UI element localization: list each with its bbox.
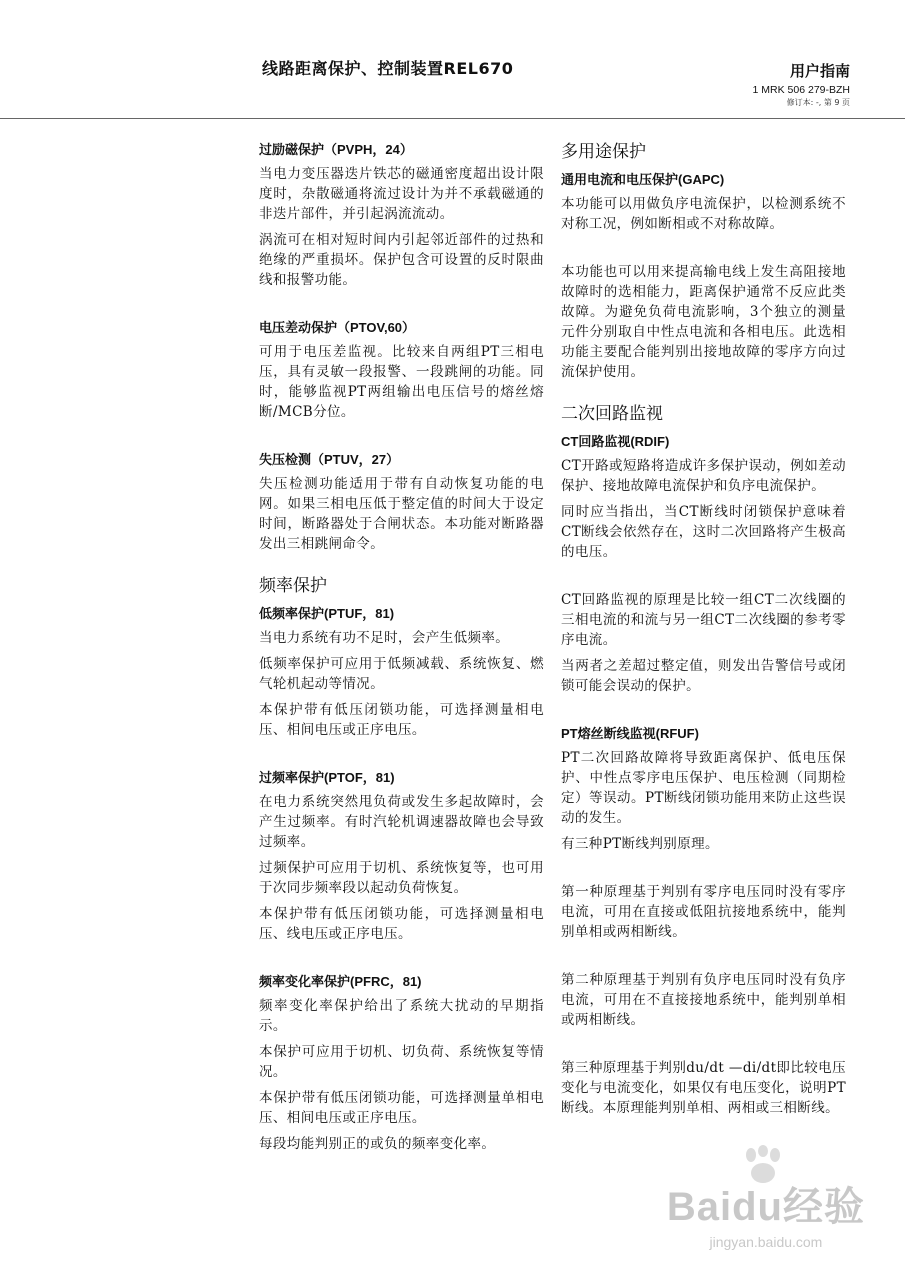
pfrc-paragraph-3: 本保护带有低压闭锁功能，可选择测量单相电压、相间电压或正序电压。 [259, 1090, 544, 1126]
pfrc-paragraph-1: 频率变化率保护给出了系统大扰动的早期指示。 [259, 998, 544, 1034]
pvph-title: 过励磁保护（PVPH，24） [259, 142, 413, 157]
gapc-title: 通用电流和电压保护(GAPC) [561, 172, 725, 187]
rfuf-paragraph-3: 第一种原理基于判别有零序电压同时没有零序电流，可用在直接或低阻抗接地系统中，能判别单相或两相断线。 [561, 884, 846, 940]
pvph-paragraph-2: 涡流可在相对短时间内引起邻近部件的过热和绝缘的严重损坏。保护包含可设置的反时限曲线和报警功能。 [259, 232, 544, 288]
watermark-url: jingyan.baidu.com [709, 1234, 823, 1250]
ptof-paragraph-1: 在电力系统突然甩负荷或发生多起故障时，会产生过频率。有时汽轮机调速器故障也会导致过频率。 [259, 794, 544, 850]
header-divider [0, 118, 905, 119]
rdif-title: CT回路监视(RDIF) [561, 434, 670, 449]
multi-purpose-heading: 多用途保护 [561, 142, 646, 162]
revision-page: 修订本: -, 第 9 页 [786, 98, 850, 107]
gapc-paragraph-1: 本功能可以用做负序电流保护，以检测系统不对称工况，例如断相或不对称故障。 [561, 196, 846, 232]
rdif-paragraph-3: CT回路监视的原理是比较一组CT二次线圈的三相电流的和流与另一组CT二次线圈的参考零序电流。 [561, 592, 846, 648]
watermark-logo: Baidu经验 [666, 1185, 865, 1229]
rdif-paragraph-2: 同时应当指出，当CT断线时闭锁保护意味着CT断线会依然存在，这时二次回路将产生极高的电压。 [561, 504, 846, 560]
rfuf-paragraph-4: 第二种原理基于判别有负序电压同时没有负序电流，可用在不直接接地系统中，能判别单相或两相断线。 [561, 972, 846, 1028]
right-column [561, 140, 846, 1124]
gapc-paragraph-2: 本功能也可以用来提高输电线上发生高阻接地故障时的选相能力，距离保护通常不反应此类故障。为避免负荷电流影响，3个独立的测量元件分别取自中性点电流和各相电压。此选相功能主要配合能判别出接地故障的零序方向过流保护使用。 [561, 264, 846, 380]
document-number: 1 MRK 506 279-BZH [752, 84, 850, 96]
ptuv-paragraph-1: 失压检测功能适用于带有自动恢复功能的电网。如果三相电压低于整定值的时间大于设定时间，断路器处于合闸状态。本功能对断路器发出三相跳闸命令。 [259, 476, 544, 552]
rdif-paragraph-4: 当两者之差超过整定值，则发出告警信号或闭锁可能会误动的保护。 [561, 658, 846, 694]
pfrc-paragraph-2: 本保护可应用于切机、切负荷、系统恢复等情况。 [259, 1044, 544, 1080]
rfuf-title: PT熔丝断线监视(RFUF) [561, 726, 699, 741]
frequency-protection-heading: 频率保护 [259, 576, 327, 596]
ptuf-paragraph-1: 当电力系统有功不足时，会产生低频率。 [259, 630, 510, 646]
ptof-paragraph-2: 过频保护可应用于切机、系统恢复等，也可用于次同步频率段以起动负荷恢复。 [259, 860, 544, 896]
ptof-title: 过频率保护(PTOF，81) [259, 770, 395, 785]
rdif-paragraph-1: CT开路或短路将造成许多保护误动，例如差动保护、接地故障电流保护和负序电流保护。 [561, 458, 846, 494]
header-right [753, 60, 850, 108]
pvph-paragraph-1: 当电力变压器迭片铁芯的磁通密度超出设计限度时，杂散磁通将流过设计为并不承载磁通的非迭片部件，并引起涡流流动。 [259, 166, 544, 222]
ptuf-paragraph-3: 本保护带有低压闭锁功能，可选择测量相电压、相间电压或正序电压。 [259, 702, 544, 738]
user-guide-label: 用户指南 [789, 62, 850, 80]
pfrc-paragraph-4: 每段均能判别正的或负的频率变化率。 [259, 1136, 496, 1152]
pfrc-title: 频率变化率保护(PFRC，81) [259, 974, 422, 989]
secondary-circuit-heading: 二次回路监视 [561, 404, 663, 424]
ptov-paragraph-1: 可用于电压差监视。比较来自两组PT三相电压，具有灵敏一段报警、一段跳闸的功能。同时，能够监视PT两组输出电压信号的熔丝熔断/MCB分位。 [259, 344, 544, 420]
ptuf-title: 低频率保护(PTUF，81) [259, 606, 395, 621]
rfuf-paragraph-2: 有三种PT断线判别原理。 [561, 836, 719, 852]
document-title: 线路距离保护、控制装置REL670 [262, 59, 514, 78]
rfuf-paragraph-1: PT二次回路故障将导致距离保护、低电压保护、中性点零序电压保护、电压检测（同期检定）等误动。PT断线闭锁功能用来防止这些误动的发生。 [561, 750, 846, 826]
ptuf-paragraph-2: 低频率保护可应用于低频减载、系统恢复、燃气轮机起动等情况。 [259, 656, 544, 692]
watermark [667, 1175, 865, 1250]
left-column [259, 140, 544, 1160]
ptov-title: 电压差动保护（PTOV,60） [259, 320, 416, 335]
ptuv-title: 失压检测（PTUV，27） [259, 452, 400, 467]
ptof-paragraph-3: 本保护带有低压闭锁功能，可选择测量相电压、线电压或正序电压。 [259, 906, 544, 942]
rfuf-paragraph-5: 第三种原理基于判别du/dt —di/dt即比较电压变化与电流变化，如果仅有电压变化，说明PT断线。本原理能判别单相、两相或三相断线。 [561, 1060, 846, 1116]
